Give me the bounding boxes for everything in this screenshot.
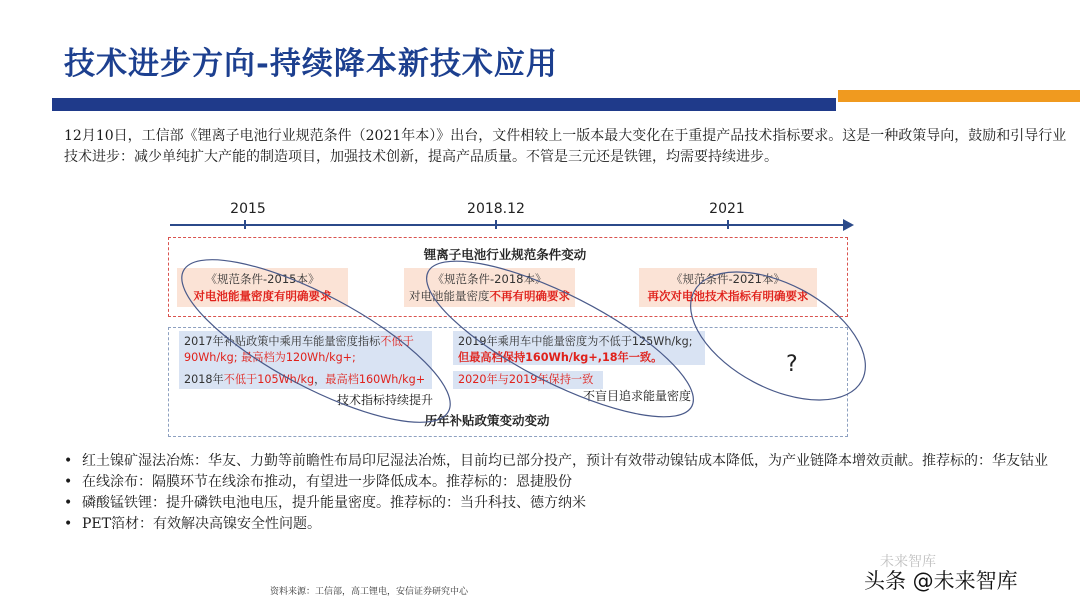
subsidy-2018-red-b: 最高档160Wh/kg+ bbox=[325, 373, 426, 386]
subsidy-change-title: 历年补贴政策变动变动 bbox=[424, 413, 550, 428]
watermark-small: 未来智库 bbox=[880, 554, 936, 570]
title-underline-orange bbox=[838, 90, 1080, 102]
pill-2015-desc: 对电池能量密度有明确要求 bbox=[193, 289, 332, 303]
timeline-tick-2015 bbox=[244, 220, 246, 229]
timeline-arrow-icon bbox=[843, 219, 854, 231]
subsidy-2017-line1-prefix: 2017年补贴政策中乘用车能量密度指标 bbox=[184, 335, 381, 348]
source-note: 资料来源：工信部，高工锂电，安信证券研究中心 bbox=[270, 587, 469, 597]
subsidy-2019-line1: 2019年乘用车中能量密度为不低于125Wh/kg; bbox=[458, 335, 693, 348]
label-tech-improve: 技术指标持续提升 bbox=[337, 393, 434, 407]
pill-2021-title: 《规范条件-2021本》 bbox=[671, 272, 785, 286]
title-underline-blue bbox=[52, 98, 836, 111]
bullet-item-nickel: • 红土镍矿湿法冶炼：华友、力勤等前瞻性布局印尼湿法冶炼，目前均已部分投产，预计有效带动镍钴成本降低，为产业链降本增效贡献。推荐标的：华友钴业 bbox=[62, 451, 1062, 472]
pill-2018-desc-prefix: 对电池能量密度 bbox=[409, 289, 490, 303]
page-title: 技术进步方向-持续降本新技术应用 bbox=[64, 46, 558, 82]
intro-paragraph: 12月10日，工信部《锂离子电池行业规范条件（2021年本）》出台，文件相较上一版本最大变化在于重提产品技术指标要求。这是一种政策导向，鼓励和引导行业技术进步：减少单纯扩大产能的制造项目，加强技术创新，提高产品质量。不管是三元还是铁锂，均需要持续进步。 bbox=[64, 128, 1067, 165]
watermark-big: 头条 @未来智库 bbox=[864, 569, 1018, 593]
pill-2015-title: 《规范条件-2015本》 bbox=[205, 272, 320, 286]
pill-2018-desc-red: 不再有明确要求 bbox=[489, 289, 570, 303]
subsidy-2020-box bbox=[453, 371, 603, 389]
subsidy-2020-line: 2020年与2019年保持一致 bbox=[458, 373, 594, 386]
pill-2021 bbox=[639, 268, 817, 307]
subsidy-2017-line2-a: 90Wh/kg; bbox=[184, 351, 238, 364]
pill-2015 bbox=[177, 268, 348, 307]
subsidy-2018-mid: ， bbox=[314, 373, 326, 386]
bullet-list bbox=[62, 451, 1062, 535]
subsidy-2017-line1 bbox=[184, 334, 427, 350]
subsidy-2017-line2 bbox=[184, 350, 427, 366]
timeline-axis bbox=[170, 224, 845, 226]
question-mark: ? bbox=[786, 352, 798, 377]
subsidy-2018-line bbox=[184, 372, 427, 388]
subsidy-2017-line1-red: 不低于 bbox=[380, 335, 414, 348]
regulation-change-title: 锂离子电池行业规范条件变动 bbox=[423, 247, 587, 262]
pill-2018-desc bbox=[404, 288, 575, 305]
timeline-tick-2018 bbox=[495, 220, 497, 229]
timeline-tick-2021 bbox=[727, 220, 729, 229]
subsidy-2018-red-a: 不低于105Wh/kg bbox=[223, 373, 315, 386]
timeline-year-2015: 2015 bbox=[230, 201, 266, 217]
timeline-year-2018: 2018.12 bbox=[467, 201, 525, 217]
label-no-blind-pursuit: 不盲目追求能量密度 bbox=[583, 389, 692, 403]
pill-2021-desc: 再次对电池技术指标有明确要求 bbox=[647, 289, 809, 303]
subsidy-2017-line2-b: 最高档为120Wh/kg+; bbox=[241, 351, 356, 364]
bullet-item-coating: • 在线涂布：隔膜环节在线涂布推动，有望进一步降低成本。推荐标的：恩捷股份 bbox=[62, 472, 1062, 493]
subsidy-2018-prefix: 2018年 bbox=[184, 373, 224, 386]
subsidy-2019-line2: 但最高档保持160Wh/kg+,18年一致。 bbox=[458, 351, 663, 364]
subsidy-2018-box bbox=[179, 372, 432, 389]
timeline-year-2021: 2021 bbox=[709, 201, 745, 217]
pill-2018 bbox=[404, 268, 575, 307]
bullet-item-lmfp: • 磷酸锰铁锂：提升磷铁电池电压，提升能量密度。推荐标的：当升科技、德方纳米 bbox=[62, 493, 1062, 514]
pill-2018-title: 《规范条件-2018本》 bbox=[432, 272, 547, 286]
subsidy-2019-box bbox=[453, 331, 705, 365]
bullet-item-pet: • PET箔材：有效解决高镍安全性问题。 bbox=[62, 514, 1062, 535]
